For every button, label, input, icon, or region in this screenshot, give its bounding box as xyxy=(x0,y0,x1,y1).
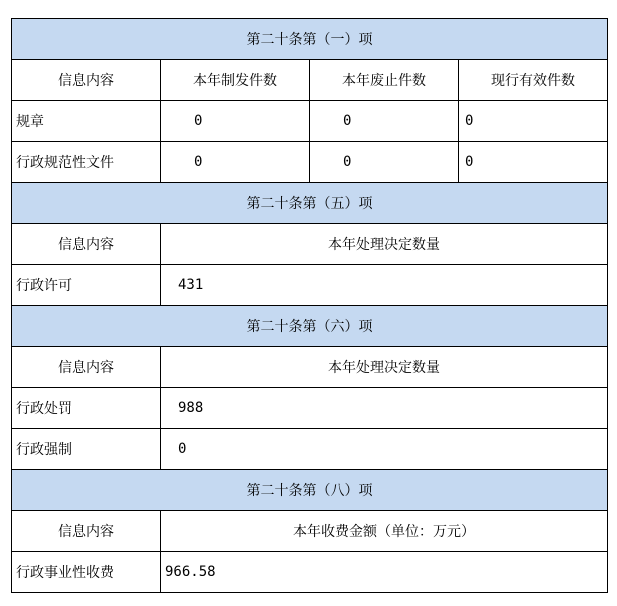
header-issued-count: 本年制发件数 xyxy=(161,60,310,101)
header-abolished-count: 本年废止件数 xyxy=(310,60,459,101)
section-title-row xyxy=(12,183,608,224)
row-label-administrative-license: 行政许可 xyxy=(12,265,161,306)
cell-value: 0 xyxy=(161,142,310,183)
section-8-title: 第二十条第（八）项 xyxy=(12,470,608,511)
row-label-administrative-enforcement: 行政强制 xyxy=(12,429,161,470)
header-fee-amount: 本年收费金额（单位：万元） xyxy=(161,511,608,552)
row-label-regulations: 规章 xyxy=(12,101,161,142)
section-5-title: 第二十条第（五）项 xyxy=(12,183,608,224)
disclosure-table xyxy=(11,18,608,593)
header-decision-count: 本年处理决定数量 xyxy=(161,347,608,388)
section-1-title: 第二十条第（一）项 xyxy=(12,19,608,60)
table-row xyxy=(12,388,608,429)
header-row xyxy=(12,511,608,552)
cell-value: 0 xyxy=(310,142,459,183)
cell-value: 0 xyxy=(161,429,608,470)
table-row xyxy=(12,429,608,470)
header-decision-count: 本年处理决定数量 xyxy=(161,224,608,265)
header-valid-count: 现行有效件数 xyxy=(459,60,608,101)
table-row xyxy=(12,101,608,142)
table-row xyxy=(12,265,608,306)
header-info-content: 信息内容 xyxy=(12,224,161,265)
row-label-administrative-penalty: 行政处罚 xyxy=(12,388,161,429)
table-row xyxy=(12,142,608,183)
cell-value: 966.58 xyxy=(161,552,608,593)
header-info-content: 信息内容 xyxy=(12,511,161,552)
header-row xyxy=(12,60,608,101)
header-info-content: 信息内容 xyxy=(12,347,161,388)
cell-value: 0 xyxy=(459,142,608,183)
row-label-administrative-fees: 行政事业性收费 xyxy=(12,552,161,593)
section-title-row xyxy=(12,470,608,511)
header-row xyxy=(12,224,608,265)
cell-value: 0 xyxy=(459,101,608,142)
table-row xyxy=(12,552,608,593)
row-label-normative-documents: 行政规范性文件 xyxy=(12,142,161,183)
cell-value: 988 xyxy=(161,388,608,429)
section-6-title: 第二十条第（六）项 xyxy=(12,306,608,347)
cell-value: 0 xyxy=(161,101,310,142)
cell-value: 0 xyxy=(310,101,459,142)
section-title-row xyxy=(12,19,608,60)
section-title-row xyxy=(12,306,608,347)
cell-value: 431 xyxy=(161,265,608,306)
header-row xyxy=(12,347,608,388)
header-info-content: 信息内容 xyxy=(12,60,161,101)
